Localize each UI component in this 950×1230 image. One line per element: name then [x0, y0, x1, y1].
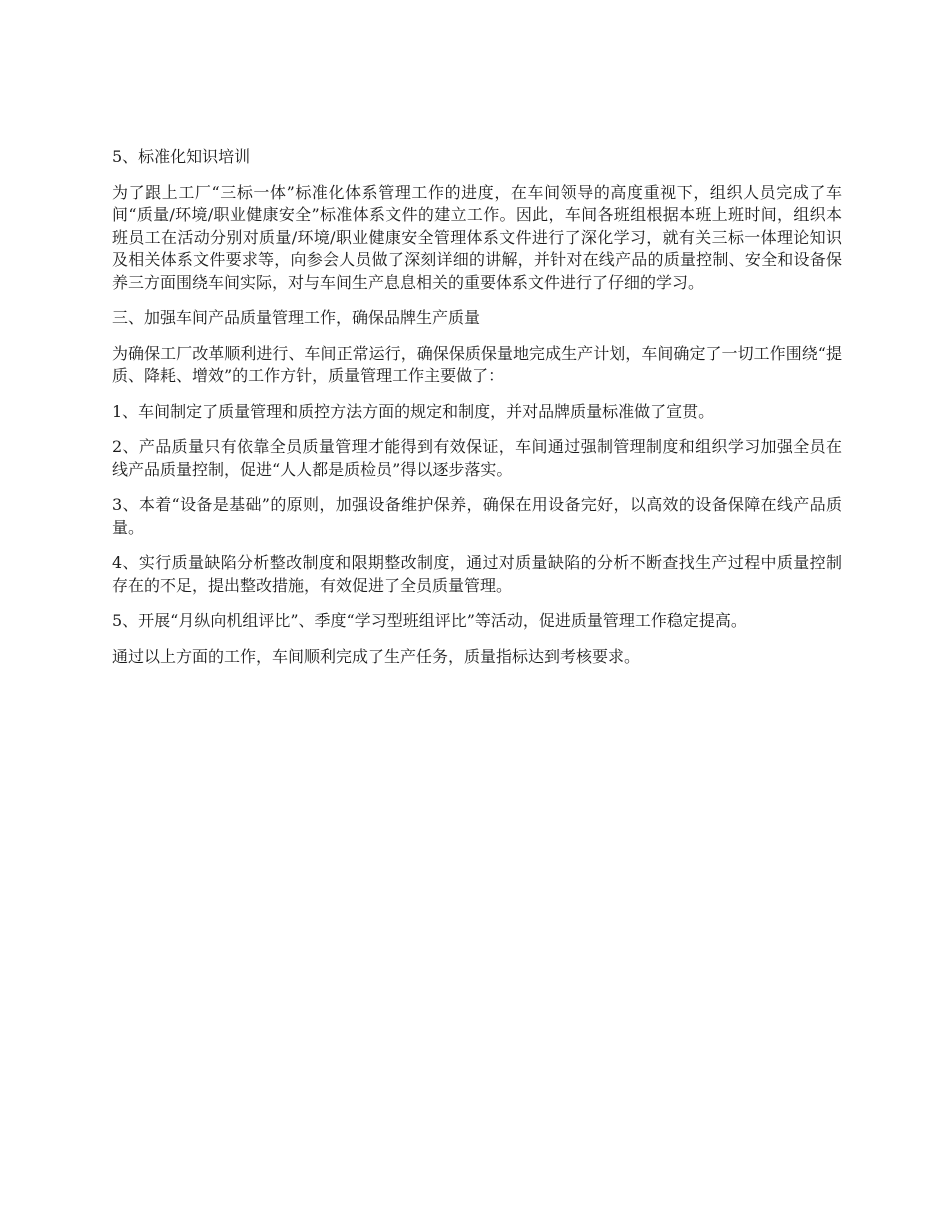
paragraph-standardization-details: 为了跟上工厂“三标一体”标准化体系管理工作的进度，在车间领导的高度重视下，组织人员完成了车间“质量/环境/职业健康安全”标准体系文件的建立工作。因此，车间各班组根据本班上班时间，组织本班员工在活动分别对质量/环境/职业健康安全管理体系文件进行了深化学习，就有关三标一体理论知识及相关体系文件要求等，向参会人员做了深刻详细的讲解，并针对在线产品的质量控制、安全和设备保养三方面围绕车间实际，对与车间生产息息相关的重要体系文件进行了仔细的学习。	[112, 182, 842, 292]
list-item-2: 2、产品质量只有依靠全员质量管理才能得到有效保证，车间通过强制管理制度和组织学习加强全员在线产品质量控制，促进“人人都是质检员”得以逐步落实。	[112, 437, 842, 479]
document-page	[112, 146, 842, 681]
paragraph-conclusion: 通过以上方面的工作，车间顺利完成了生产任务，质量指标达到考核要求。	[112, 646, 641, 666]
section-heading-quality-management: 三、加强车间产品质量管理工作，确保品牌生产质量	[112, 308, 481, 327]
list-item-4: 4、实行质量缺陷分析整改制度和限期整改制度，通过对质量缺陷的分析不断查找生产过程中质量控制存在的不足，提出整改措施，有效促进了全员质量管理。	[112, 553, 842, 595]
list-item-3: 3、本着“设备是基础”的原则，加强设备维护保养，确保在用设备完好，以高效的设备保障在线产品质量。	[112, 495, 842, 537]
paragraph-quality-intro: 为确保工厂改革顺利进行、车间正常运行，确保保质保量地完成生产计划，车间确定了一切工作围绕“提质、降耗、增效”的工作方针，质量管理工作主要做了：	[112, 343, 842, 385]
list-item-5: 5、开展“月纵向机组评比”、季度“学习型班组评比”等活动，促进质量管理工作稳定提高。	[112, 611, 747, 630]
list-item-1: 1、车间制定了质量管理和质控方法方面的规定和制度，并对品牌质量标准做了宣贯。	[112, 401, 715, 421]
section-heading-standardization-training: 5、标准化知识培训	[112, 147, 251, 166]
